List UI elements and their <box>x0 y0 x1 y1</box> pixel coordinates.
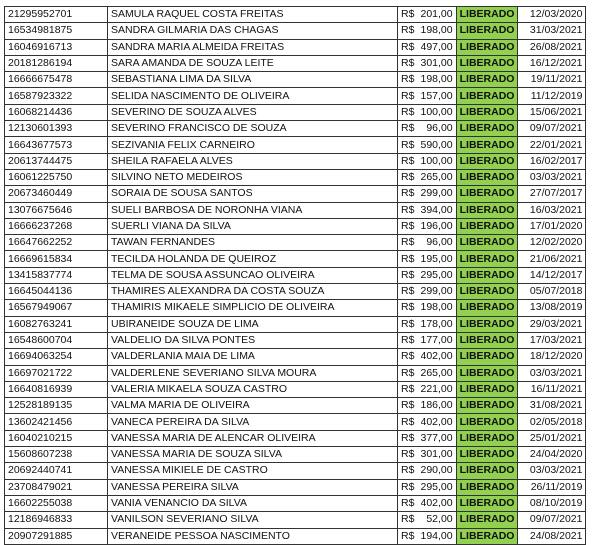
table-row <box>5 316 586 332</box>
status-badge: LIBERADO <box>456 414 518 430</box>
amount-cell: 178,00 <box>421 316 457 332</box>
date-cell: 16/02/2017 <box>518 153 586 169</box>
cpf-cell: 12528189135 <box>5 398 108 414</box>
table-row <box>5 235 586 251</box>
table-row <box>5 137 586 153</box>
amount-cell: 198,00 <box>421 72 457 88</box>
name-cell: VANESSA MIKIELE DE CASTRO <box>108 463 398 479</box>
table-row <box>5 284 586 300</box>
currency-cell: R$ <box>398 169 421 185</box>
status-badge: LIBERADO <box>456 332 518 348</box>
table-row <box>5 349 586 365</box>
table-row <box>5 7 586 23</box>
cpf-cell: 16602255038 <box>5 495 108 511</box>
date-cell: 03/03/2021 <box>518 463 586 479</box>
date-cell: 16/03/2021 <box>518 202 586 218</box>
name-cell: THAMIRIS MIKAELE SIMPLICIO DE OLIVEIRA <box>108 300 398 316</box>
date-cell: 17/03/2021 <box>518 332 586 348</box>
table-row <box>5 153 586 169</box>
currency-cell: R$ <box>398 235 421 251</box>
cpf-cell: 16669615834 <box>5 251 108 267</box>
cpf-cell: 16666237268 <box>5 218 108 234</box>
name-cell: VANESSA MARIA DE SOUZA SILVA <box>108 447 398 463</box>
cpf-cell: 16643677573 <box>5 137 108 153</box>
date-cell: 18/12/2020 <box>518 349 586 365</box>
date-cell: 22/01/2021 <box>518 137 586 153</box>
currency-cell: R$ <box>398 349 421 365</box>
date-cell: 17/01/2020 <box>518 218 586 234</box>
name-cell: VALERIA MIKAELA SOUZA CASTRO <box>108 381 398 397</box>
name-cell: SEVERINO FRANCISCO DE SOUZA <box>108 121 398 137</box>
date-cell: 15/06/2021 <box>518 104 586 120</box>
amount-cell: 100,00 <box>421 153 457 169</box>
amount-cell: 221,00 <box>421 381 457 397</box>
name-cell: SANDRA MARIA ALMEIDA FREITAS <box>108 39 398 55</box>
amount-cell: 402,00 <box>421 414 457 430</box>
name-cell: SEVERINO DE SOUZA ALVES <box>108 104 398 120</box>
amount-cell: 301,00 <box>421 447 457 463</box>
currency-cell: R$ <box>398 284 421 300</box>
amount-cell: 265,00 <box>421 169 457 185</box>
date-cell: 12/03/2020 <box>518 7 586 23</box>
amount-cell: 195,00 <box>421 251 457 267</box>
cpf-cell: 16645044136 <box>5 284 108 300</box>
table-row <box>5 55 586 71</box>
cpf-cell: 20907291885 <box>5 528 108 544</box>
currency-cell: R$ <box>398 137 421 153</box>
table-row <box>5 398 586 414</box>
currency-cell: R$ <box>398 430 421 446</box>
status-badge: LIBERADO <box>456 137 518 153</box>
status-badge: LIBERADO <box>456 300 518 316</box>
date-cell: 31/08/2021 <box>518 398 586 414</box>
currency-cell: R$ <box>398 88 421 104</box>
date-cell: 24/04/2020 <box>518 447 586 463</box>
date-cell: 29/03/2021 <box>518 316 586 332</box>
amount-cell: 194,00 <box>421 528 457 544</box>
name-cell: SAMULA RAQUEL COSTA FREITAS <box>108 7 398 23</box>
name-cell: VANIA VENANCIO DA SILVA <box>108 495 398 511</box>
amount-cell: 198,00 <box>421 23 457 39</box>
cpf-cell: 13076675646 <box>5 202 108 218</box>
date-cell: 24/08/2021 <box>518 528 586 544</box>
date-cell: 11/12/2019 <box>518 88 586 104</box>
table-row <box>5 512 586 528</box>
status-badge: LIBERADO <box>456 235 518 251</box>
amount-cell: 96,00 <box>421 121 457 137</box>
date-cell: 26/11/2019 <box>518 479 586 495</box>
date-cell: 08/10/2019 <box>518 495 586 511</box>
amount-cell: 295,00 <box>421 479 457 495</box>
amount-cell: 295,00 <box>421 267 457 283</box>
table-row <box>5 39 586 55</box>
name-cell: VANESSA MARIA DE ALENCAR OLIVEIRA <box>108 430 398 446</box>
amount-cell: 377,00 <box>421 430 457 446</box>
amount-cell: 497,00 <box>421 39 457 55</box>
table-row <box>5 447 586 463</box>
cpf-cell: 16534981875 <box>5 23 108 39</box>
status-badge: LIBERADO <box>456 528 518 544</box>
amount-cell: 394,00 <box>421 202 457 218</box>
beneficiary-table <box>4 6 586 545</box>
table-row <box>5 169 586 185</box>
name-cell: VALMA MARIA DE OLIVEIRA <box>108 398 398 414</box>
status-badge: LIBERADO <box>456 55 518 71</box>
table-row <box>5 300 586 316</box>
cpf-cell: 16082763241 <box>5 316 108 332</box>
name-cell: VALDELIO DA SILVA PONTES <box>108 332 398 348</box>
table-row <box>5 479 586 495</box>
cpf-cell: 16046916713 <box>5 39 108 55</box>
status-badge: LIBERADO <box>456 7 518 23</box>
status-badge: LIBERADO <box>456 284 518 300</box>
name-cell: VANILSON SEVERIANO SILVA <box>108 512 398 528</box>
status-badge: LIBERADO <box>456 349 518 365</box>
cpf-cell: 16647662252 <box>5 235 108 251</box>
table-row <box>5 186 586 202</box>
name-cell: SHEILA RAFAELA ALVES <box>108 153 398 169</box>
date-cell: 03/03/2021 <box>518 169 586 185</box>
currency-cell: R$ <box>398 479 421 495</box>
status-badge: LIBERADO <box>456 430 518 446</box>
currency-cell: R$ <box>398 251 421 267</box>
table-body <box>5 7 586 545</box>
table-row <box>5 23 586 39</box>
date-cell: 09/07/2021 <box>518 121 586 137</box>
table-row <box>5 381 586 397</box>
status-badge: LIBERADO <box>456 121 518 137</box>
date-cell: 21/06/2021 <box>518 251 586 267</box>
amount-cell: 590,00 <box>421 137 457 153</box>
status-badge: LIBERADO <box>456 398 518 414</box>
currency-cell: R$ <box>398 104 421 120</box>
table-row <box>5 267 586 283</box>
cpf-cell: 16587923322 <box>5 88 108 104</box>
name-cell: SANDRA GILMARIA DAS CHAGAS <box>108 23 398 39</box>
currency-cell: R$ <box>398 23 421 39</box>
name-cell: VANECA PEREIRA DA SILVA <box>108 414 398 430</box>
cpf-cell: 20692440741 <box>5 463 108 479</box>
name-cell: SUELI BARBOSA DE NORONHA VIANA <box>108 202 398 218</box>
currency-cell: R$ <box>398 447 421 463</box>
date-cell: 27/07/2017 <box>518 186 586 202</box>
table-row <box>5 414 586 430</box>
cpf-cell: 16061225750 <box>5 169 108 185</box>
cpf-cell: 20673460449 <box>5 186 108 202</box>
cpf-cell: 16640816939 <box>5 381 108 397</box>
status-badge: LIBERADO <box>456 88 518 104</box>
currency-cell: R$ <box>398 202 421 218</box>
currency-cell: R$ <box>398 186 421 202</box>
amount-cell: 196,00 <box>421 218 457 234</box>
table-row <box>5 332 586 348</box>
date-cell: 05/07/2018 <box>518 284 586 300</box>
amount-cell: 299,00 <box>421 284 457 300</box>
name-cell: SARA AMANDA DE SOUZA LEITE <box>108 55 398 71</box>
date-cell: 12/02/2020 <box>518 235 586 251</box>
currency-cell: R$ <box>398 365 421 381</box>
cpf-cell: 16040210215 <box>5 430 108 446</box>
date-cell: 02/05/2018 <box>518 414 586 430</box>
name-cell: VALDERLANIA MAIA DE LIMA <box>108 349 398 365</box>
table-row <box>5 463 586 479</box>
cpf-cell: 16567949067 <box>5 300 108 316</box>
currency-cell: R$ <box>398 495 421 511</box>
amount-cell: 52,00 <box>421 512 457 528</box>
cpf-cell: 13602421456 <box>5 414 108 430</box>
date-cell: 09/07/2021 <box>518 512 586 528</box>
currency-cell: R$ <box>398 316 421 332</box>
currency-cell: R$ <box>398 528 421 544</box>
cpf-cell: 12186946833 <box>5 512 108 528</box>
name-cell: VERANEIDE PESSOA NASCIMENTO <box>108 528 398 544</box>
amount-cell: 402,00 <box>421 349 457 365</box>
status-badge: LIBERADO <box>456 251 518 267</box>
name-cell: SELIDA NASCIMENTO DE OLIVEIRA <box>108 88 398 104</box>
name-cell: VANESSA PEREIRA SILVA <box>108 479 398 495</box>
currency-cell: R$ <box>398 398 421 414</box>
amount-cell: 201,00 <box>421 7 457 23</box>
name-cell: SILVINO NETO MEDEIROS <box>108 169 398 185</box>
currency-cell: R$ <box>398 267 421 283</box>
cpf-cell: 20181286194 <box>5 55 108 71</box>
status-badge: LIBERADO <box>456 479 518 495</box>
table-row <box>5 121 586 137</box>
currency-cell: R$ <box>398 39 421 55</box>
currency-cell: R$ <box>398 414 421 430</box>
currency-cell: R$ <box>398 381 421 397</box>
cpf-cell: 16068214436 <box>5 104 108 120</box>
amount-cell: 265,00 <box>421 365 457 381</box>
cpf-cell: 20613744475 <box>5 153 108 169</box>
status-badge: LIBERADO <box>456 169 518 185</box>
status-badge: LIBERADO <box>456 512 518 528</box>
name-cell: SEZIVANIA FELIX CARNEIRO <box>108 137 398 153</box>
table-row <box>5 72 586 88</box>
table-row <box>5 251 586 267</box>
cpf-cell: 23708479021 <box>5 479 108 495</box>
status-badge: LIBERADO <box>456 218 518 234</box>
amount-cell: 198,00 <box>421 300 457 316</box>
table-row <box>5 495 586 511</box>
date-cell: 26/08/2021 <box>518 39 586 55</box>
name-cell: SUERLI VIANA DA SILVA <box>108 218 398 234</box>
currency-cell: R$ <box>398 332 421 348</box>
status-badge: LIBERADO <box>456 447 518 463</box>
status-badge: LIBERADO <box>456 267 518 283</box>
currency-cell: R$ <box>398 7 421 23</box>
status-badge: LIBERADO <box>456 23 518 39</box>
amount-cell: 299,00 <box>421 186 457 202</box>
status-badge: LIBERADO <box>456 365 518 381</box>
cpf-cell: 16694063254 <box>5 349 108 365</box>
name-cell: THAMIRES ALEXANDRA DA COSTA SOUZA <box>108 284 398 300</box>
cpf-cell: 16548600704 <box>5 332 108 348</box>
currency-cell: R$ <box>398 72 421 88</box>
name-cell: VALDERLENE SEVERIANO SILVA MOURA <box>108 365 398 381</box>
amount-cell: 157,00 <box>421 88 457 104</box>
amount-cell: 177,00 <box>421 332 457 348</box>
date-cell: 25/01/2021 <box>518 430 586 446</box>
amount-cell: 96,00 <box>421 235 457 251</box>
status-badge: LIBERADO <box>456 39 518 55</box>
status-badge: LIBERADO <box>456 186 518 202</box>
date-cell: 13/08/2019 <box>518 300 586 316</box>
table-row <box>5 88 586 104</box>
name-cell: TECILDA HOLANDA DE QUEIROZ <box>108 251 398 267</box>
amount-cell: 186,00 <box>421 398 457 414</box>
table-row <box>5 218 586 234</box>
cpf-cell: 15608607238 <box>5 447 108 463</box>
status-badge: LIBERADO <box>456 104 518 120</box>
name-cell: SORAIA DE SOUSA SANTOS <box>108 186 398 202</box>
table-row <box>5 202 586 218</box>
cpf-cell: 16697021722 <box>5 365 108 381</box>
status-badge: LIBERADO <box>456 202 518 218</box>
currency-cell: R$ <box>398 55 421 71</box>
name-cell: TAWAN FERNANDES <box>108 235 398 251</box>
table-row <box>5 365 586 381</box>
amount-cell: 100,00 <box>421 104 457 120</box>
table-row <box>5 430 586 446</box>
amount-cell: 301,00 <box>421 55 457 71</box>
date-cell: 16/11/2021 <box>518 381 586 397</box>
name-cell: SEBASTIANA LIMA DA SILVA <box>108 72 398 88</box>
status-badge: LIBERADO <box>456 381 518 397</box>
cpf-cell: 13415837774 <box>5 267 108 283</box>
cpf-cell: 12130601393 <box>5 121 108 137</box>
currency-cell: R$ <box>398 463 421 479</box>
date-cell: 31/03/2021 <box>518 23 586 39</box>
currency-cell: R$ <box>398 300 421 316</box>
currency-cell: R$ <box>398 218 421 234</box>
currency-cell: R$ <box>398 121 421 137</box>
date-cell: 19/11/2021 <box>518 72 586 88</box>
status-badge: LIBERADO <box>456 463 518 479</box>
amount-cell: 402,00 <box>421 495 457 511</box>
currency-cell: R$ <box>398 512 421 528</box>
status-badge: LIBERADO <box>456 72 518 88</box>
date-cell: 03/03/2021 <box>518 365 586 381</box>
name-cell: TELMA DE SOUSA ASSUNCAO OLIVEIRA <box>108 267 398 283</box>
table-row <box>5 528 586 544</box>
name-cell: UBIRANEIDE SOUZA DE LIMA <box>108 316 398 332</box>
cpf-cell: 21295952701 <box>5 7 108 23</box>
date-cell: 16/12/2021 <box>518 55 586 71</box>
amount-cell: 290,00 <box>421 463 457 479</box>
status-badge: LIBERADO <box>456 495 518 511</box>
date-cell: 14/12/2017 <box>518 267 586 283</box>
currency-cell: R$ <box>398 153 421 169</box>
status-badge: LIBERADO <box>456 316 518 332</box>
table-row <box>5 104 586 120</box>
status-badge: LIBERADO <box>456 153 518 169</box>
cpf-cell: 16666675478 <box>5 72 108 88</box>
